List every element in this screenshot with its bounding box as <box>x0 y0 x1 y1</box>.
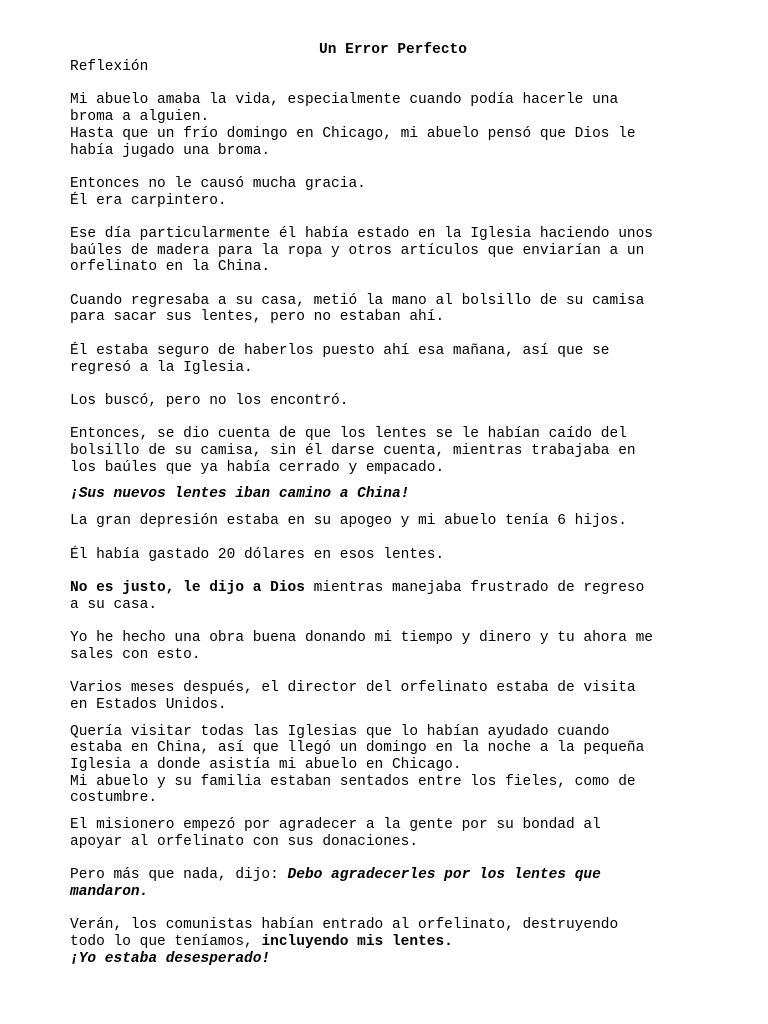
paragraph-line: Cuando regresaba a su casa, metió la mano al bolsillo de su camisa <box>70 292 645 309</box>
paragraph-line: Entonces, se dio cuenta de que los lentes se le habían caído del <box>70 426 627 443</box>
paragraph-line: Ese día particularmente él había estado en la Iglesia haciendo unos <box>70 225 653 242</box>
paragraph-8 <box>70 486 710 503</box>
paragraph-1 <box>70 92 710 159</box>
paragraph-line: bolsillo de su camisa, sin él darse cuenta, mientras trabajaba en <box>70 443 636 460</box>
paragraph-line: broma a alguien. <box>70 109 210 126</box>
paragraph-6 <box>70 393 710 410</box>
paragraph-line: Verán, los comunistas habían entrado al orfelinato, destruyendo <box>70 917 619 934</box>
paragraph-line: Varios meses después, el director del orfelinato estaba de visita <box>70 680 636 697</box>
paragraph-line: Hasta que un frío domingo en Chicago, mi abuelo pensó que Dios le <box>70 125 636 142</box>
paragraph-line: apoyar al orfelinato con sus donaciones. <box>70 833 419 850</box>
paragraph-line: Entonces no le causó mucha gracia. <box>70 175 366 192</box>
paragraph-line: Yo he hecho una obra buena donando mi tiempo y dinero y tu ahora me <box>70 630 653 647</box>
paragraph-line: baúles de madera para la ropa y otros artículos que enviarían a un <box>70 242 645 259</box>
paragraph-line: estaba en China, así que llegó un domingo en la noche a la pequeña <box>70 740 645 757</box>
bold-phrase: No es justo, le dijo a Dios <box>70 579 305 596</box>
emphasis-line: ¡Sus nuevos lentes iban camino a China! <box>70 486 410 503</box>
paragraph-line: orfelinato en la China. <box>70 259 271 276</box>
paragraph-line: había jugado una broma. <box>70 142 271 159</box>
paragraph-line: en Estados Unidos. <box>70 696 227 713</box>
paragraph-10 <box>70 547 710 564</box>
paragraph-2 <box>70 176 710 209</box>
paragraph-5 <box>70 343 710 376</box>
paragraph-line: Él estaba seguro de haberlos puesto ahí esa mañana, así que se <box>70 342 610 359</box>
paragraph-11 <box>70 580 710 613</box>
bold-phrase: incluyendo mis lentes. <box>261 933 453 950</box>
paragraph-line: Mi abuelo y su familia estaban sentados entre los fieles, como de <box>70 773 636 790</box>
document-title: Un Error Perfecto <box>319 42 467 58</box>
paragraph-line: El misionero empezó por agradecer a la gente por su bondad al <box>70 817 601 834</box>
paragraph-15 <box>70 817 710 850</box>
plain-phrase: mientras manejaba frustrado de regreso <box>304 579 645 596</box>
paragraph-13 <box>70 680 710 713</box>
paragraph-line: a su casa. <box>70 596 158 613</box>
paragraph-line: Los buscó, pero no los encontró. <box>70 392 349 409</box>
paragraph-9 <box>70 513 710 530</box>
paragraph-3 <box>70 226 710 276</box>
document-subtitle: Reflexión <box>70 59 149 75</box>
paragraph-line: Quería visitar todas las Iglesias que lo habían ayudado cuando <box>70 723 610 740</box>
paragraph-16 <box>70 867 710 900</box>
paragraph-line: regresó a la Iglesia. <box>70 359 253 376</box>
paragraph-line: para sacar sus lentes, pero no estaban ahí. <box>70 309 445 326</box>
paragraph-17 <box>70 917 710 967</box>
paragraph-12 <box>70 630 710 663</box>
emphasis-line: mandaron. <box>70 883 149 900</box>
paragraph-line: Iglesia a donde asistía mi abuelo en Chicago. <box>70 756 462 773</box>
paragraph-line <box>70 867 710 884</box>
paragraph-line <box>70 580 710 597</box>
paragraph-line: costumbre. <box>70 790 158 807</box>
paragraph-line <box>70 934 710 951</box>
paragraph-line: los baúles que ya había cerrado y empacado. <box>70 459 445 476</box>
emphasis-line: ¡Yo estaba desesperado! <box>70 950 271 967</box>
paragraph-4 <box>70 293 710 326</box>
paragraph-14 <box>70 724 710 808</box>
paragraph-line: Él había gastado 20 dólares en esos lentes. <box>70 546 445 563</box>
paragraph-line: La gran depresión estaba en su apogeo y mi abuelo tenía 6 hijos. <box>70 513 627 530</box>
plain-phrase: todo lo que teníamos, <box>70 933 262 950</box>
paragraph-line: Él era carpintero. <box>70 192 227 209</box>
document-page <box>70 42 710 967</box>
paragraph-line: Mi abuelo amaba la vida, especialmente cuando podía hacerle una <box>70 92 619 109</box>
paragraph-line: sales con esto. <box>70 646 201 663</box>
paragraph-7 <box>70 426 710 476</box>
plain-phrase: Pero más que nada, dijo: <box>70 867 288 884</box>
emphasis-phrase: Debo agradecerles por los lentes que <box>287 867 601 884</box>
